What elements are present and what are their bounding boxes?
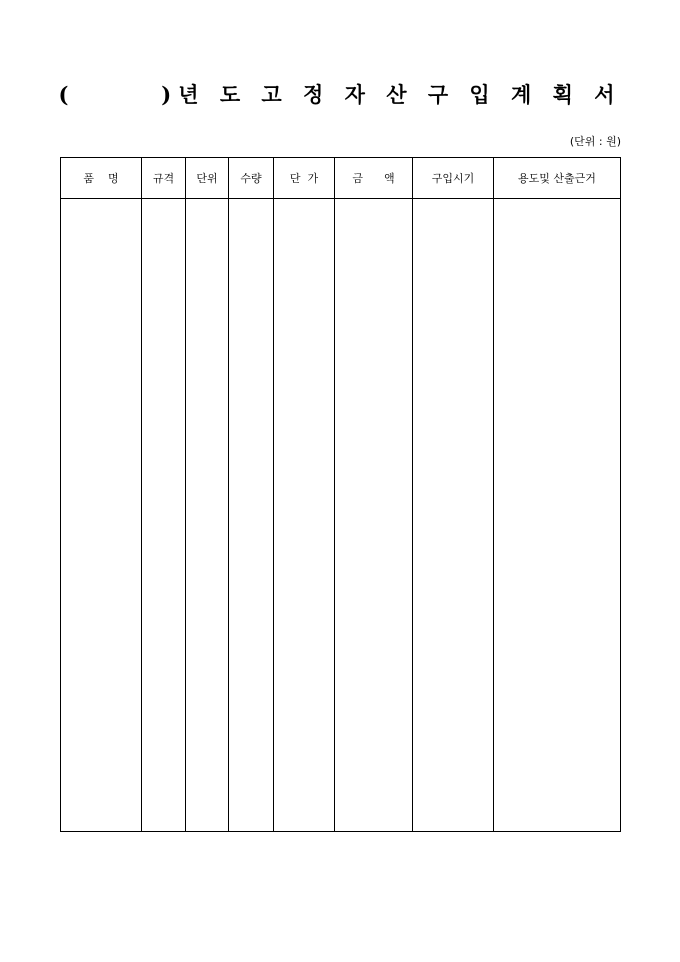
cell-amount[interactable]: [335, 199, 413, 832]
cell-item-name[interactable]: [61, 199, 142, 832]
document-title: ( )년 도 고 정 자 산 구 입 계 획 서: [58, 82, 622, 107]
column-header-amount: 금 액: [335, 158, 413, 199]
column-header-purpose-basis: 용도및 산출근거: [494, 158, 621, 199]
table-row: [61, 199, 621, 832]
cell-unit-price[interactable]: [274, 199, 335, 832]
table-header-row: [61, 158, 621, 199]
column-header-purchase-date: 구입시기: [413, 158, 494, 199]
cell-quantity[interactable]: [229, 199, 274, 832]
purchase-plan-table: [60, 157, 621, 832]
cell-purchase-date[interactable]: [413, 199, 494, 832]
column-header-unit-price: 단 가: [274, 158, 335, 199]
column-header-unit: 단위: [186, 158, 229, 199]
cell-spec[interactable]: [142, 199, 186, 832]
column-header-quantity: 수량: [229, 158, 274, 199]
column-header-spec: 규격: [142, 158, 186, 199]
cell-purpose-basis[interactable]: [494, 199, 621, 832]
unit-note: (단위 : 원): [569, 135, 621, 148]
cell-unit[interactable]: [186, 199, 229, 832]
column-header-item-name: 품 명: [61, 158, 142, 199]
